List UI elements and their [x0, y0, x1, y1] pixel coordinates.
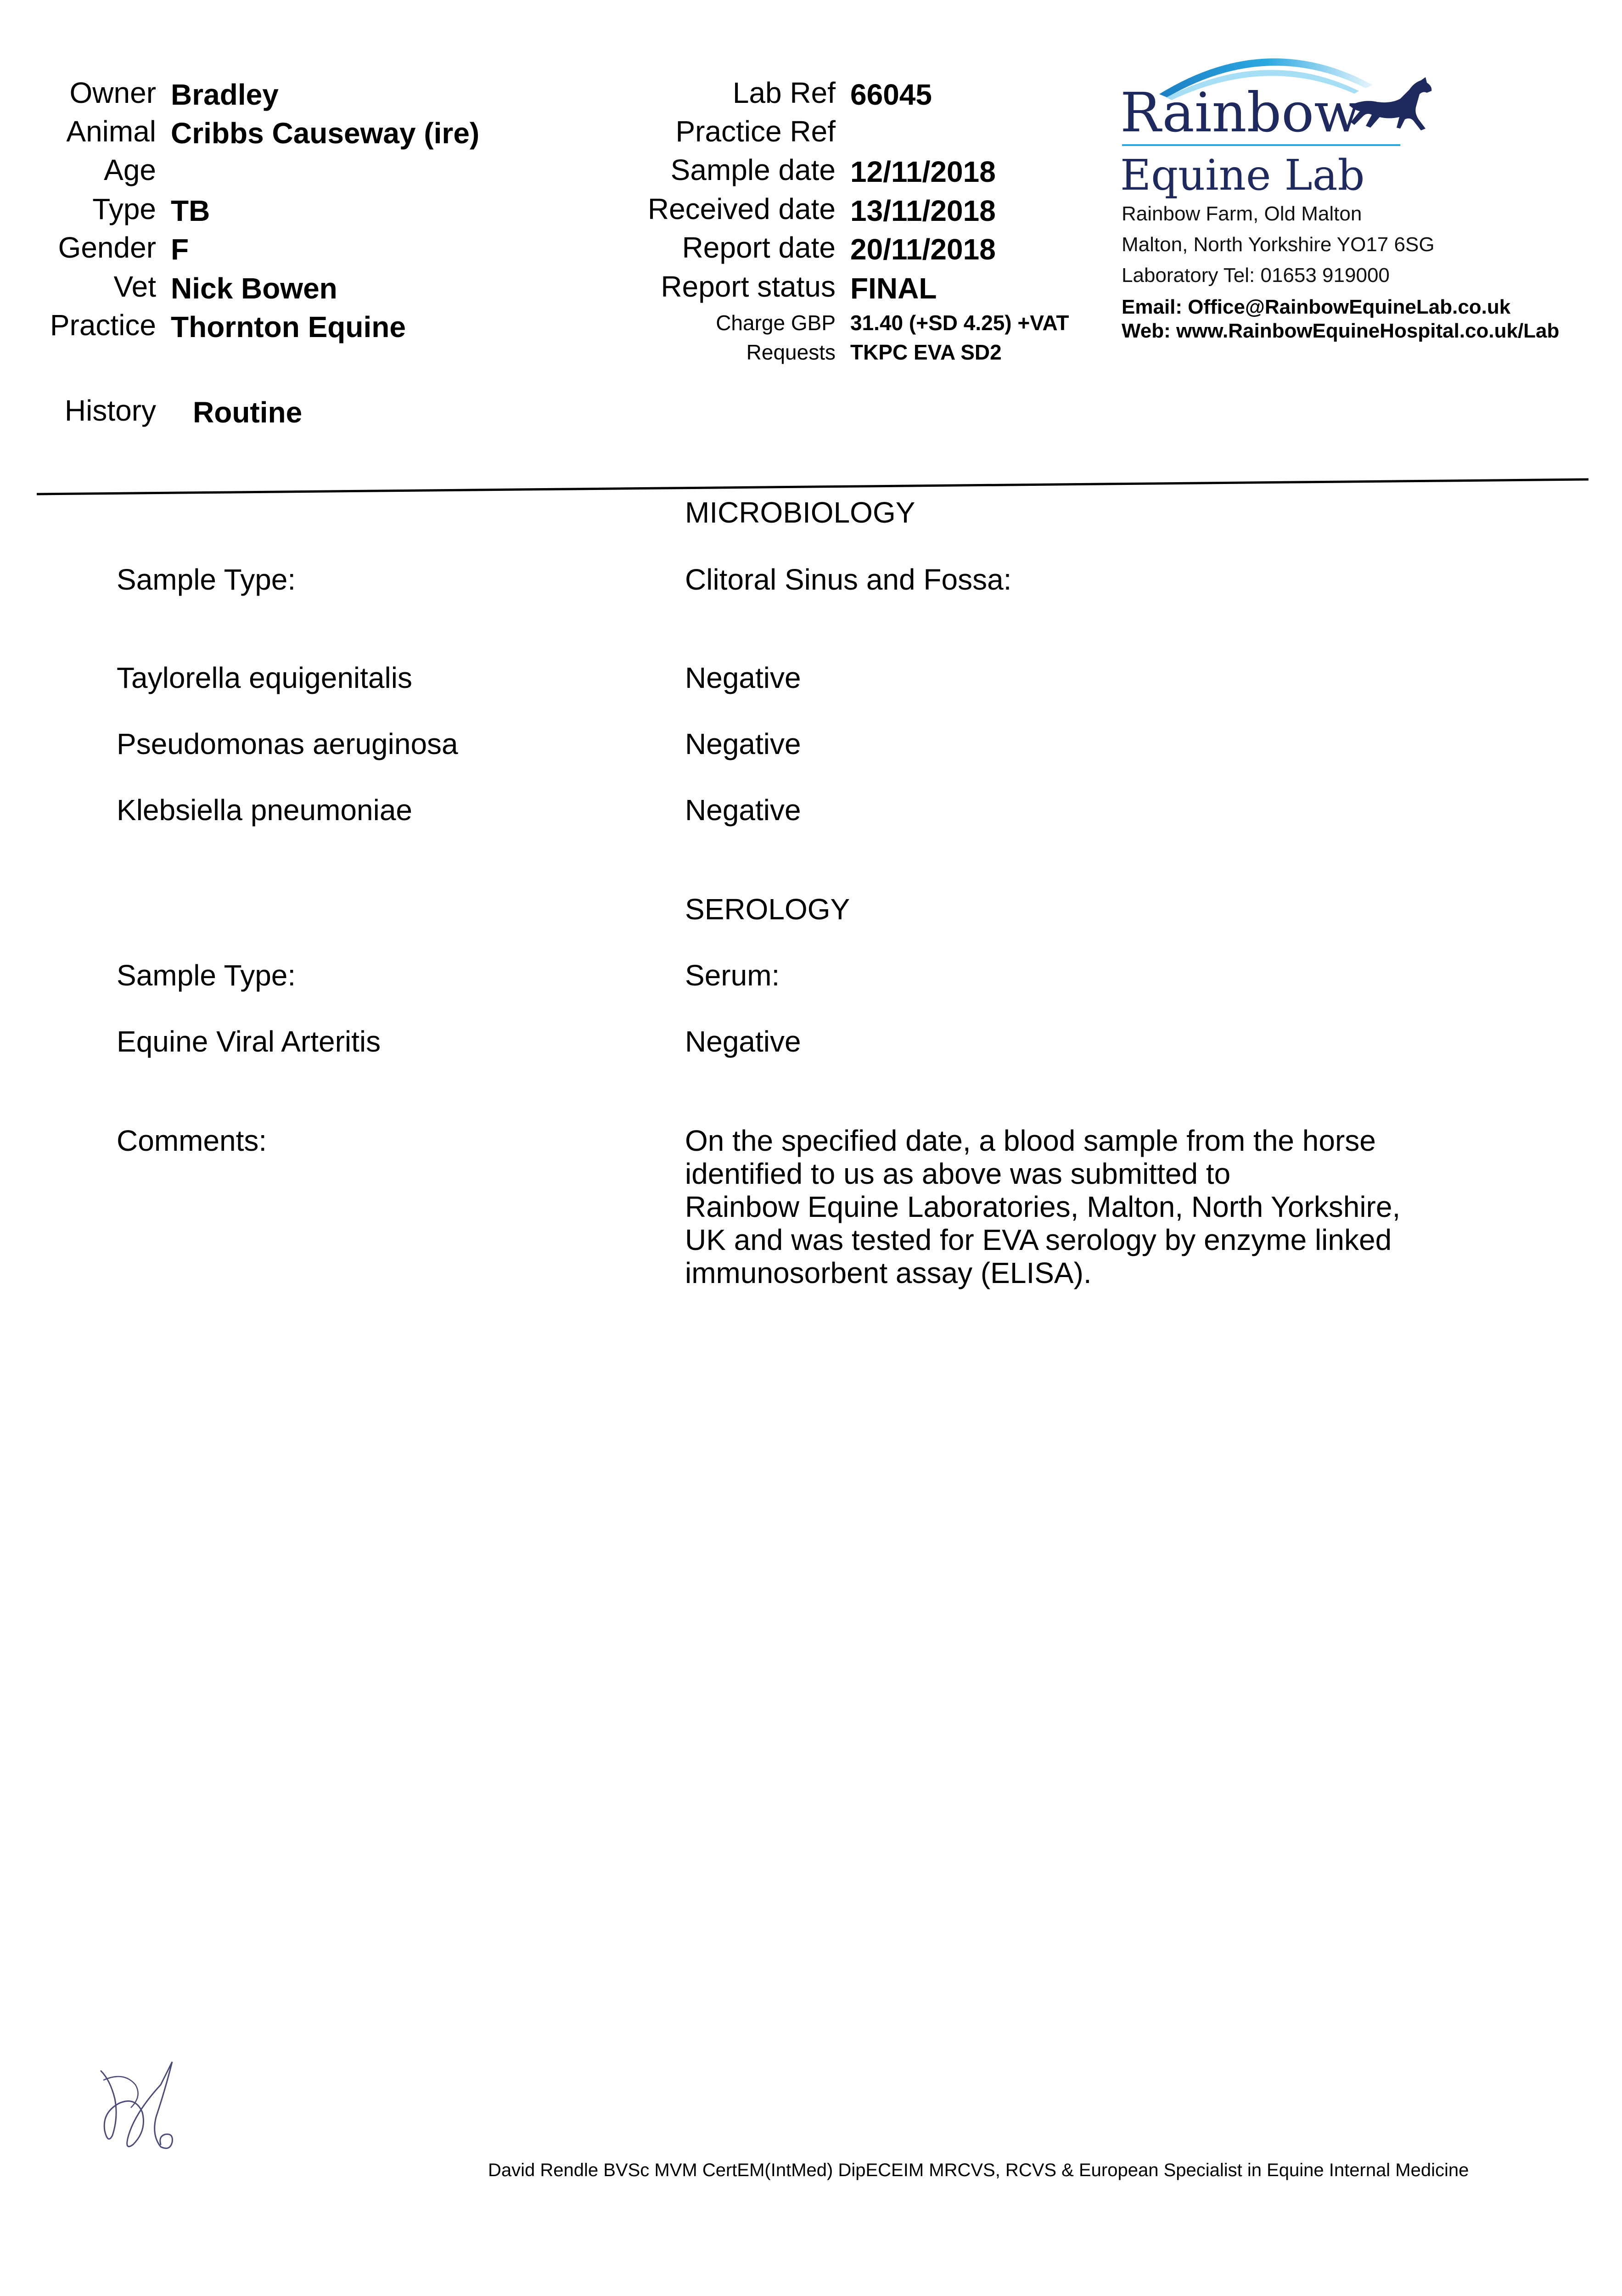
- lab-address-line1: Rainbow Farm, Old Malton: [1122, 203, 1362, 225]
- result-test-klebsiella: Klebsiella pneumoniae: [117, 793, 412, 827]
- comment-line: UK and was tested for EVA serology by enzyme linked: [685, 1223, 1392, 1256]
- lab-ref-label: Lab Ref: [732, 76, 836, 109]
- comment-line: On the specified date, a blood sample from the horse: [685, 1124, 1376, 1157]
- serology-heading: SEROLOGY: [685, 893, 850, 926]
- requests-label: Requests: [746, 340, 836, 364]
- comments-label: Comments:: [117, 1124, 267, 1157]
- sero-sample-type-label: Sample Type:: [117, 959, 296, 992]
- requests-value: TKPC EVA SD2: [850, 340, 1002, 364]
- result-value-taylorella: Negative: [685, 661, 801, 694]
- gender-label: Gender: [58, 231, 156, 264]
- signature-image: [92, 2053, 193, 2158]
- charge-label: Charge GBP: [716, 311, 836, 335]
- comment-line: immunosorbent assay (ELISA).: [685, 1256, 1092, 1289]
- report-date-label: Report date: [682, 231, 836, 264]
- sample-date-value: 12/11/2018: [850, 155, 996, 188]
- comment-line: Rainbow Equine Laboratories, Malton, North Yorkshire,: [685, 1190, 1401, 1223]
- micro-sample-type-value: Clitoral Sinus and Fossa:: [685, 563, 1012, 596]
- footer-signatory: David Rendle BVSc MVM CertEM(IntMed) DipECEIM MRCVS, RCVS & European Specialist in Equine Internal Medicine: [488, 2160, 1469, 2180]
- history-value: Routine: [193, 396, 303, 429]
- report-date-value: 20/11/2018: [850, 233, 996, 266]
- lab-web: Web: www.RainbowEquineHospital.co.uk/Lab: [1122, 320, 1560, 342]
- lab-logo: [1116, 37, 1437, 202]
- result-value-pseudomonas: Negative: [685, 727, 801, 760]
- vet-label: Vet: [113, 270, 156, 303]
- logo-word-equine-lab: Equine Lab: [1120, 151, 1365, 200]
- lab-ref-value: 66045: [850, 78, 932, 111]
- age-label: Age: [104, 153, 156, 186]
- result-value-klebsiella: Negative: [685, 793, 801, 827]
- practice-label: Practice: [50, 309, 156, 342]
- result-value-eva: Negative: [685, 1025, 801, 1058]
- sero-sample-type-value: Serum:: [685, 959, 780, 992]
- result-test-eva: Equine Viral Arteritis: [117, 1025, 381, 1058]
- received-date-value: 13/11/2018: [850, 194, 996, 227]
- logo-word-rainbow: Rainbow: [1120, 81, 1361, 144]
- type-label: Type: [92, 192, 156, 225]
- gender-value: F: [171, 233, 189, 266]
- practice-value: Thornton Equine: [171, 310, 406, 343]
- lab-phone: Laboratory Tel: 01653 919000: [1122, 264, 1390, 287]
- sample-date-label: Sample date: [670, 153, 836, 186]
- result-test-pseudomonas: Pseudomonas aeruginosa: [117, 727, 458, 760]
- history-label: History: [64, 394, 156, 427]
- comments-text: [685, 1124, 1400, 1289]
- report-status-value: FINAL: [850, 272, 937, 305]
- animal-value: Cribbs Causeway (ire): [171, 117, 480, 150]
- report-status-label: Report status: [661, 270, 836, 303]
- micro-sample-type-label: Sample Type:: [117, 563, 296, 596]
- practice-ref-label: Practice Ref: [675, 115, 836, 148]
- received-date-label: Received date: [647, 192, 836, 225]
- charge-value: 31.40 (+SD 4.25) +VAT: [850, 311, 1069, 335]
- microbiology-heading: MICROBIOLOGY: [685, 496, 915, 529]
- type-value: TB: [171, 194, 210, 227]
- owner-label: Owner: [69, 76, 156, 109]
- lab-address-line2: Malton, North Yorkshire YO17 6SG: [1122, 233, 1435, 256]
- animal-label: Animal: [66, 115, 156, 148]
- owner-value: Bradley: [171, 78, 279, 111]
- comment-line: identified to us as above was submitted to: [685, 1157, 1231, 1190]
- lab-email: Email: Office@RainbowEquineLab.co.uk: [1122, 296, 1511, 318]
- result-test-taylorella: Taylorella equigenitalis: [117, 661, 412, 694]
- vet-value: Nick Bowen: [171, 272, 337, 305]
